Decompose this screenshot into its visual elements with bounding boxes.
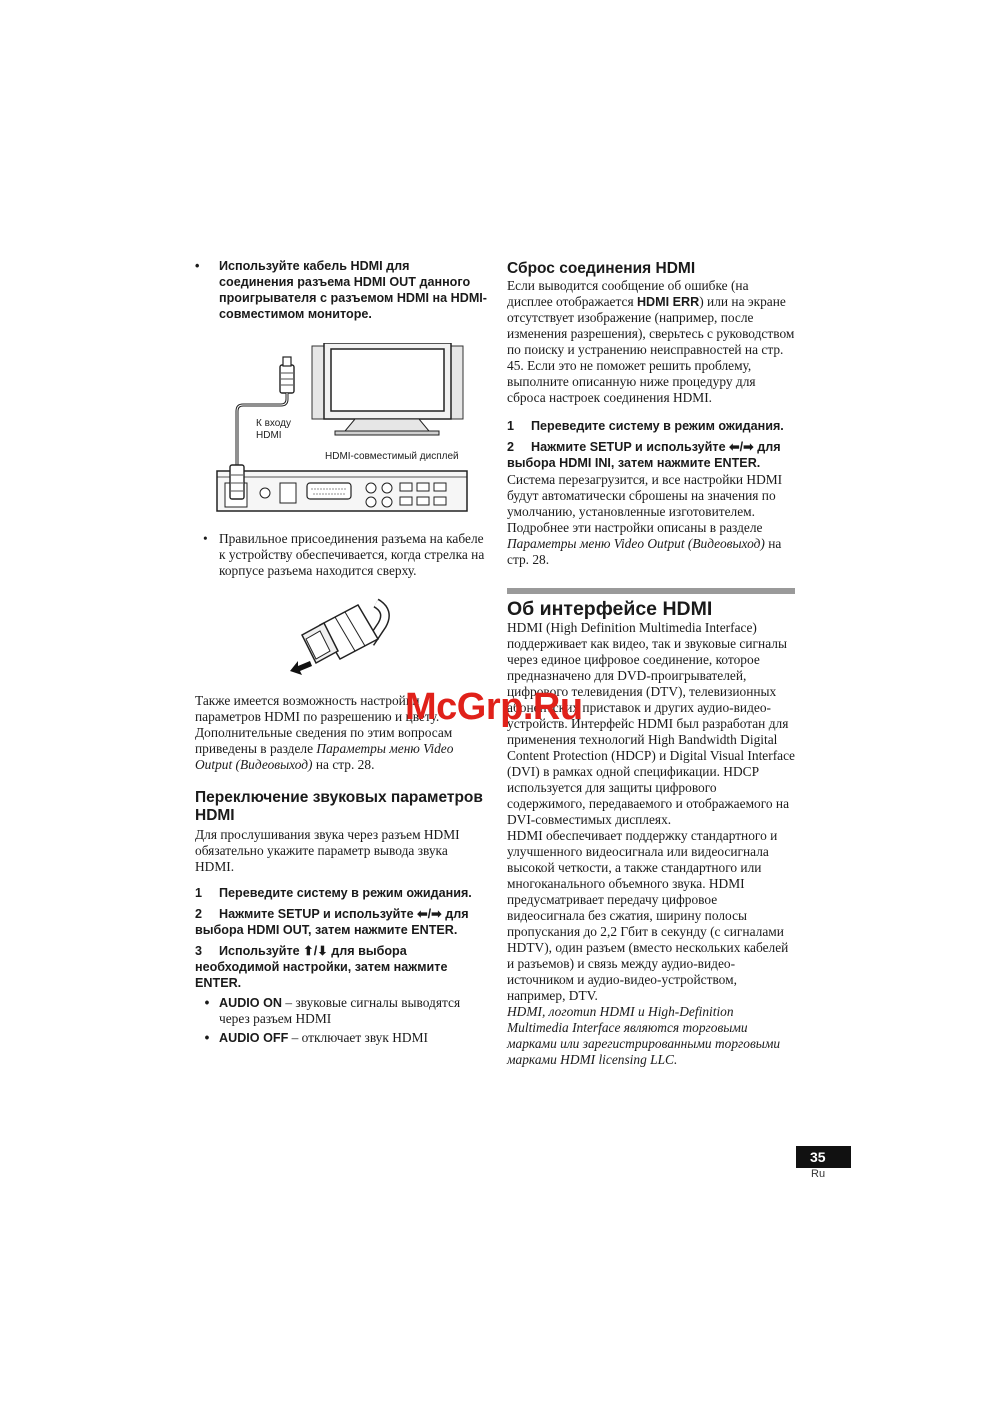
tv-screen [331, 349, 444, 411]
reboot-end: на стр. 28. [507, 536, 782, 567]
tv-stand [345, 419, 429, 431]
bullet-icon: • [204, 1030, 210, 1045]
option-audio-off [195, 1030, 487, 1046]
section-rule [507, 588, 795, 594]
label-display: HDMI-совместимый дисплей [325, 451, 459, 462]
bullet-icon: • [203, 531, 208, 546]
page-number-badge: 35 [796, 1146, 851, 1168]
left-column [195, 258, 487, 1046]
step-number: 3 [195, 944, 203, 958]
reset-step-2 [507, 439, 797, 471]
tv-speaker-left [312, 346, 324, 419]
step-number: 1 [507, 419, 515, 433]
step-text: Используйте ⬆/⬇ для выбора необходимой настройки, затем нажмите ENTER. [195, 944, 448, 990]
step-number: 1 [195, 886, 203, 900]
connector-note-text: Правильное присоединения разъема на кабеле к устройству обеспечивается, когда стрелка на корпусе разъема находится сверху. [219, 531, 485, 578]
hdmi-plug-diagram [195, 595, 487, 685]
option-key: AUDIO ON [219, 996, 282, 1010]
step-number: 2 [507, 440, 515, 454]
option-audio-on-text [219, 995, 487, 1027]
step-text: Нажмите SETUP и используйте ⬅/➡ для выбора HDMI INI, затем нажмите ENTER. [507, 440, 781, 470]
option-desc: – звуковые сигналы выводятся через разъем HDMI [219, 995, 461, 1026]
reboot-link: Параметры меню Video Output (Видеовыход) [507, 536, 765, 551]
reset-step-1 [507, 418, 797, 434]
scart-connector [307, 483, 351, 499]
about-paragraph-2: HDMI обеспечивает поддержку стандартного и улучшенного видеосигнала или видеосигнала высокой четкости, а также стандартного или многоканального объемного звука. HDMI предусматривает передачу цифровое видеосигнала без сжатия, ширину полосы пропускания до 2,2 Гбит в секунду (с сигналами HDTV), один разъем (вместо нескольких кабелей и разъемов) и связь между аудио-видео-источником и аудио-видео-устройством, например, DTV. [507, 828, 789, 1003]
audio-intro: Для прослушивания звука через разъем HDMI обязательно укажите параметр вывода звука HDMI. [195, 827, 460, 874]
resolution-text: Также имеется возможность настройки параметров HDMI по разрешению и цвету. Дополнительные сведения по этим вопросам приведены в разделе [195, 693, 453, 756]
option-key: AUDIO OFF [219, 1031, 289, 1045]
resolution-link: Параметры меню Video Output (Видеовыход) [195, 741, 454, 772]
hdmi-connection-diagram [195, 343, 487, 513]
reset-heading: Сброс соединения HDMI [507, 260, 696, 277]
about-heading: Об интерфейсе HDMI [507, 598, 713, 620]
connector-note [195, 531, 487, 579]
audio-step-3 [195, 943, 487, 991]
language-label: Ru [811, 1168, 826, 1180]
resolution-end: на стр. 28. [312, 757, 375, 772]
right-column [507, 258, 797, 1068]
option-audio-on [195, 995, 487, 1027]
reboot-text: Система перезагрузится, и все настройки HDMI будут автоматически сброшены на значения по умолчанию, установленные изготовителем. Подробнее эти настройки описаны в разделе [507, 472, 783, 535]
watermark-logo: McGrp.Ru [405, 686, 583, 728]
reset-text-1: Если выводится сообщение об ошибке (на дисплее отображается [507, 278, 749, 309]
step-text: Нажмите SETUP и используйте ⬅/➡ для выбора HDMI OUT, затем нажмите ENTER. [195, 907, 469, 937]
step-text: Переведите систему в режим ожидания. [531, 419, 784, 433]
reset-paragraph [507, 278, 797, 406]
option-audio-off-text [219, 1030, 428, 1046]
reboot-paragraph [507, 472, 797, 568]
trademark-note: HDMI, логотип HDMI и High-Definition Multimedia Interface являются торговыми марками или зарегистрированными торговыми марками HDMI licensing LLC. [507, 1004, 781, 1067]
hdmi-plug-bottom [230, 465, 244, 499]
audio-heading: Переключение звуковых параметров HDMI [195, 789, 483, 824]
audio-step-2 [195, 906, 487, 938]
intro-bullet [195, 258, 487, 322]
arrow-icon [290, 661, 312, 675]
reset-error-code: HDMI ERR [636, 295, 700, 309]
tv-speaker-right [451, 346, 463, 419]
bullet-icon: • [195, 259, 200, 273]
bullet-icon: • [204, 995, 210, 1010]
label-input-line2: HDMI [256, 430, 282, 441]
intro-bullet-text: Используйте кабель HDMI для соединения разъема HDMI OUT данного проигрывателя с разъемом HDMI на HDMI-совместимом мониторе. [219, 259, 487, 321]
label-input-line1: К входу [256, 418, 291, 429]
audio-step-1 [195, 885, 487, 901]
reset-text-2: ) или на экране отсутствует изображение (например, после изменения разрешения), сверьтесь с руководством по поиску и устранению неисправностей на стр. 45. Если это не поможет решить проблему, выполните описанную ниже процедуру для сброса настроек соединения HDMI. [507, 294, 795, 405]
step-text: Переведите систему в режим ожидания. [219, 886, 472, 900]
about-paragraph-1: HDMI (High Definition Multimedia Interface) поддерживает как видео, так и звуковые сигналы через единое цифровое соединение, которое предназначено для DVD-проигрывателей, цифрового телевидения (DTV), телевизионных абонентских приставок и других аудио-видео-устройств. Интерфейс HDMI был разработан для применения технологий High Bandwidth Digital Content Protection (HDCP) и Digital Visual Interface (DVI) в рамках одной спецификации. HDCP используется для защиты цифрового содержимого, передаваемого и отображаемого на DVI-совместимых дисплеях. [507, 620, 796, 827]
option-desc: – отключает звук HDMI [288, 1030, 428, 1045]
step-number: 2 [195, 907, 203, 921]
